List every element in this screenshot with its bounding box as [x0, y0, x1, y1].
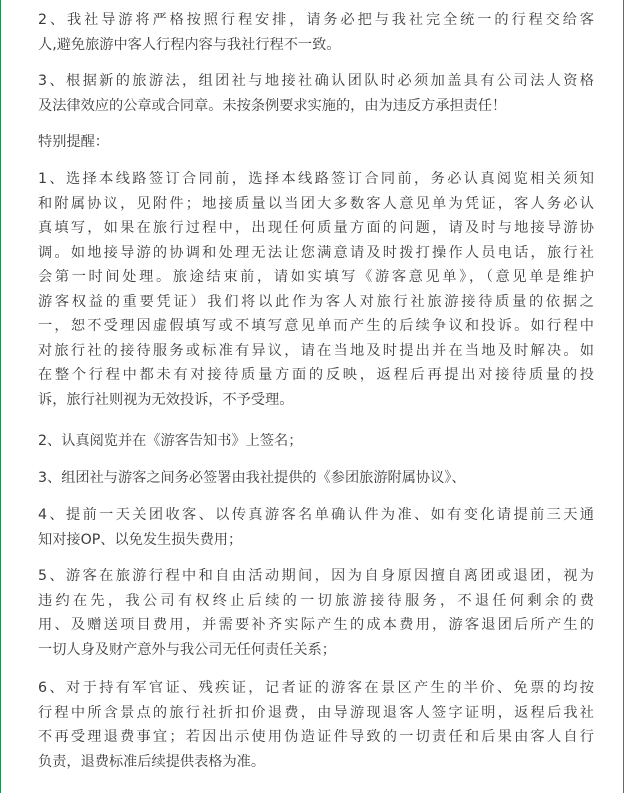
paragraph-line: 诉，旅行社则视为无效投诉，不予受理。 [38, 391, 294, 408]
paragraph-line: 2、认真阅览并在《游客告知书》上签名； [38, 433, 303, 449]
paragraph-line: 3、组团社与游客之间务必签署由我社提供的《参团旅游附属协议》、 [38, 470, 466, 486]
reminder-item-6 [38, 676, 594, 774]
paragraph-line: 调。如地接导游的协调和处理无法让您满意请及时拨打操作人员电话，旅行社 [38, 244, 594, 261]
paragraph-line: 对旅行社的接待服务或标准有异议，请在当地及时提出并在当地及时解决。如 [38, 342, 594, 359]
paragraph-line: 用、及赠送项目费用，并需要补齐实际产生的成本费用，游客退团后所产生的 [38, 617, 594, 633]
paragraph-line: 会第一时间处理。旅途结束前，请如实填写《游客意见单》，（意见单是维护 [38, 269, 594, 285]
paragraph-line: 及法律效应的公章或合同章。未按条例要求实施的，由为违反方承担责任！ [38, 97, 507, 114]
paragraph-line: 5、游客在旅游行程中和自由活动期间，因为自身原因擅自离团或退团，视为 [38, 568, 594, 584]
paragraph-line: 不再受理退费事宜；若因出示使用伪造证件导致的一切责任和后果由客人自行 [38, 729, 594, 745]
paragraph-tourism-law [38, 69, 594, 118]
paragraph-line: 在整个行程中都未有对接待质量方面的反映，返程后再提出对接待质量的投 [38, 367, 594, 383]
reminder-item-2 [38, 429, 594, 454]
paragraph-line: 3、根据新的旅游法，组团社与地接社确认团队时必须加盖具有公司法人资格 [38, 73, 594, 89]
paragraph-line: 行程中所含景点的旅行社折扣价退费，由导游现退客人签字证明，返程后我社 [38, 704, 594, 721]
paragraph-line: 和附属协议，见附件；地接质量以当团大多数客人意见单为凭证，客人务必认 [38, 195, 594, 212]
paragraph-line: 1、选择本线路签订合同前，选择本线路签订合同前，务必认真阅览相关须知 [38, 171, 594, 187]
reminder-item-1 [38, 167, 594, 412]
paragraph-itinerary-notice [38, 8, 594, 57]
paragraph-line: 游客权益的重要凭证）我们将以此作为客人对旅行社旅游接待质量的依据之 [38, 293, 594, 310]
paragraph-line: 知对接OP、以免发生损失费用； [38, 531, 243, 548]
reminder-item-4 [38, 503, 594, 552]
paragraph-line: 人,避免旅游中客人行程内容与我社行程不一致。 [38, 36, 341, 53]
paragraph-line: 负责，退费标准后续提供表格为准。 [38, 753, 266, 770]
paragraph-line: 一，恕不受理因虚假填写或不填写意见单而产生的后续争议和投诉。如行程中 [38, 318, 594, 334]
special-reminder-heading [38, 130, 594, 155]
reminder-item-5 [38, 564, 594, 662]
paragraph-line: 一切人身及财产意外与我公司无任何责任关系； [38, 641, 336, 658]
paragraph-line: 4、提前一天关团收客、以传真游客名单确认件为准、如有变化请提前三天通 [38, 507, 594, 523]
paragraph-line: 真填写，如果在旅行过程中，出现任何质量方面的问题，请及时与地接导游协 [38, 220, 594, 236]
paragraph-line: 违约在先，我公司有权终止后续的一切旅游接待服务，不退任何剩余的费 [38, 592, 594, 609]
paragraph-line: 6、对于持有军官证、残疾证，记者证的游客在景区产生的半价、免票的均按 [38, 680, 594, 696]
paragraph-line: 2、我社导游将严格按照行程安排，请务必把与我社完全统一的行程交给客 [38, 12, 594, 28]
paragraph-line: 特别提醒： [38, 134, 109, 150]
reminder-item-3 [38, 466, 594, 491]
